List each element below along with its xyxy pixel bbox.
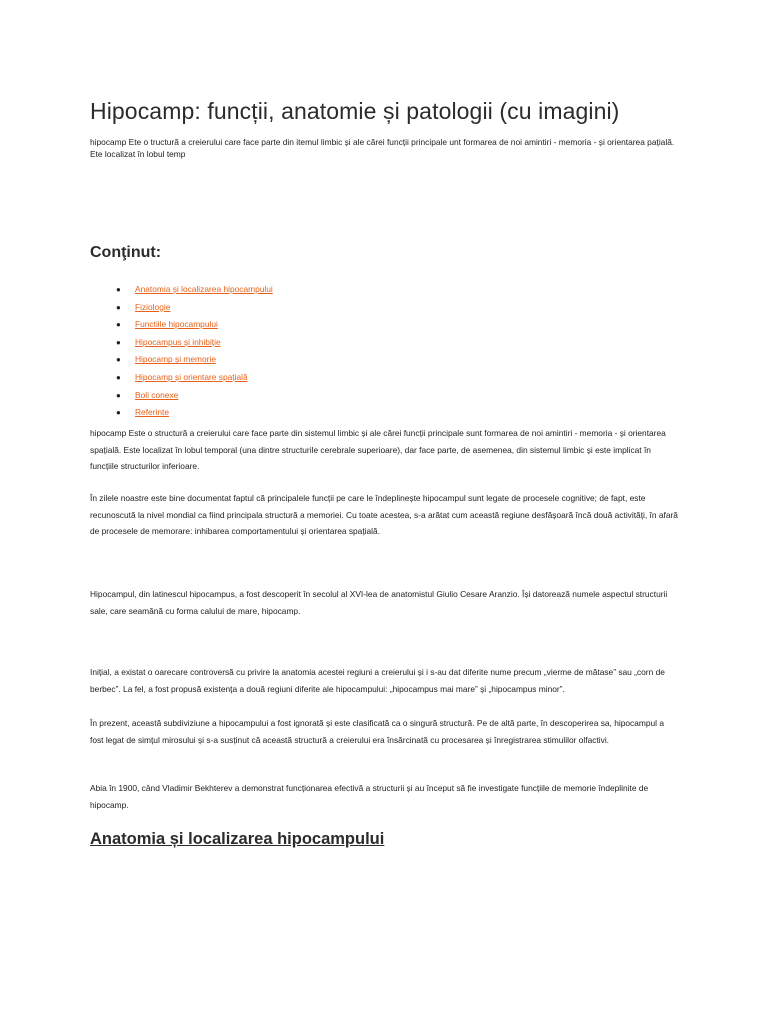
toc-item — [90, 299, 273, 317]
toc-item — [90, 281, 273, 299]
body-paragraph: În zilele noastre este bine documentat faptul că principalele funcții pe care le îndeplinește hipocampul sunt legate de procesele cognitive; de fapt, este recunoscută la nivel mondial ca fiind principala structură a memoriei. Cu toate acestea, s-a arătat cum această regiune desfășoară încă două activități, în afară de procesele de memorare: inhibarea comportamentului și orientarea spațială. — [90, 493, 678, 536]
bullet-icon: ● — [116, 408, 121, 418]
body-paragraph: Hipocampul, din latinescul hipocampus, a fost descoperit în secolul al XVI-lea de anatomistul Giulio Cesare Aranzio. Își datorează numele aspectul structurii sale, care seamănă cu forma calului de mare, hipocamp. — [90, 589, 668, 616]
toc-link-memory[interactable]: Hipocamp și memorie — [135, 354, 216, 365]
toc-item — [90, 387, 273, 405]
section-heading-anatomy: Anatomia și localizarea hipocampului — [90, 830, 385, 848]
body-paragraph: Abia în 1900, când Vladimir Bekhterev a demonstrat funcționarea efectivă a structurii și au început să fie investigate funcțiile de memorie îndeplinite de hipocamp. — [90, 783, 649, 810]
bullet-icon: ● — [116, 337, 121, 347]
body-paragraph: În prezent, această subdiviziune a hipocampului a fost ignorată și este clasificată ca o singură structură. Pe de altă parte, în descoperirea sa, hipocampul a fost legat de simțul mirosului și s-a susținut că această structură a creierului era însărcinată cu procesarea și înregistrarea stimulilor olfactivi. — [90, 718, 665, 745]
bullet-icon: ● — [116, 285, 121, 294]
toc-link-functions[interactable]: Functiile hipocampului — [135, 319, 218, 330]
toc-item — [90, 334, 273, 352]
contents-heading: Conţinut: — [90, 244, 162, 261]
body-paragraph: Inițial, a existat o oarecare controversă cu privire la anatomia acestei regiuni a creierului și i s-au dat diferite nume precum „vierme de mătase” sau „corn de berbec”. La fel, a fost propusă existența a două regiuni diferite ale hipocampului: „hipocampus mai mare” și „hipocampus minor”. — [90, 667, 665, 694]
toc-link-orientation[interactable]: Hipocamp și orientare spațială — [135, 371, 248, 382]
toc-link-anatomy[interactable]: Anatomia și localizarea hipocampului — [135, 284, 273, 294]
intro-paragraph: hipocamp Ete o tructură a creierului care face parte din itemul limbic și ale cărei funcții principale unt formarea de noi amintiri - memoria - și orientarea pațială. Ete localizat în lobul temp — [90, 137, 675, 159]
bullet-icon: ● — [116, 390, 121, 400]
table-of-contents — [90, 281, 273, 422]
toc-link-diseases[interactable]: Boli conexe — [135, 389, 179, 400]
bullet-icon: ● — [116, 320, 121, 330]
bullet-icon: ● — [116, 355, 121, 365]
bullet-icon: ● — [116, 302, 121, 312]
toc-link-physiology[interactable]: Fiziologie — [135, 301, 171, 312]
toc-link-inhibition[interactable]: Hipocampus și inhibiție — [135, 336, 221, 347]
body-paragraph: hipocamp Este o structură a creierului care face parte din sistemul limbic și ale cărei funcții principale sunt formarea de noi amintiri - memoria - și orientarea spațială. Este localizat în lobul temporal (una dintre structurile cerebrale superioare), dar face parte, de asemenea, din sistemul limbic și este implicat în funcțiile structurilor inferioare. — [90, 428, 666, 471]
toc-link-references[interactable]: Referinte — [135, 407, 169, 418]
bullet-icon: ● — [116, 372, 121, 382]
toc-item — [90, 351, 273, 369]
page-title: Hipocamp: funcții, anatomie și patologii (cu imagini) — [90, 98, 620, 124]
toc-item — [90, 369, 273, 387]
toc-item — [90, 404, 273, 422]
toc-item — [90, 316, 273, 334]
